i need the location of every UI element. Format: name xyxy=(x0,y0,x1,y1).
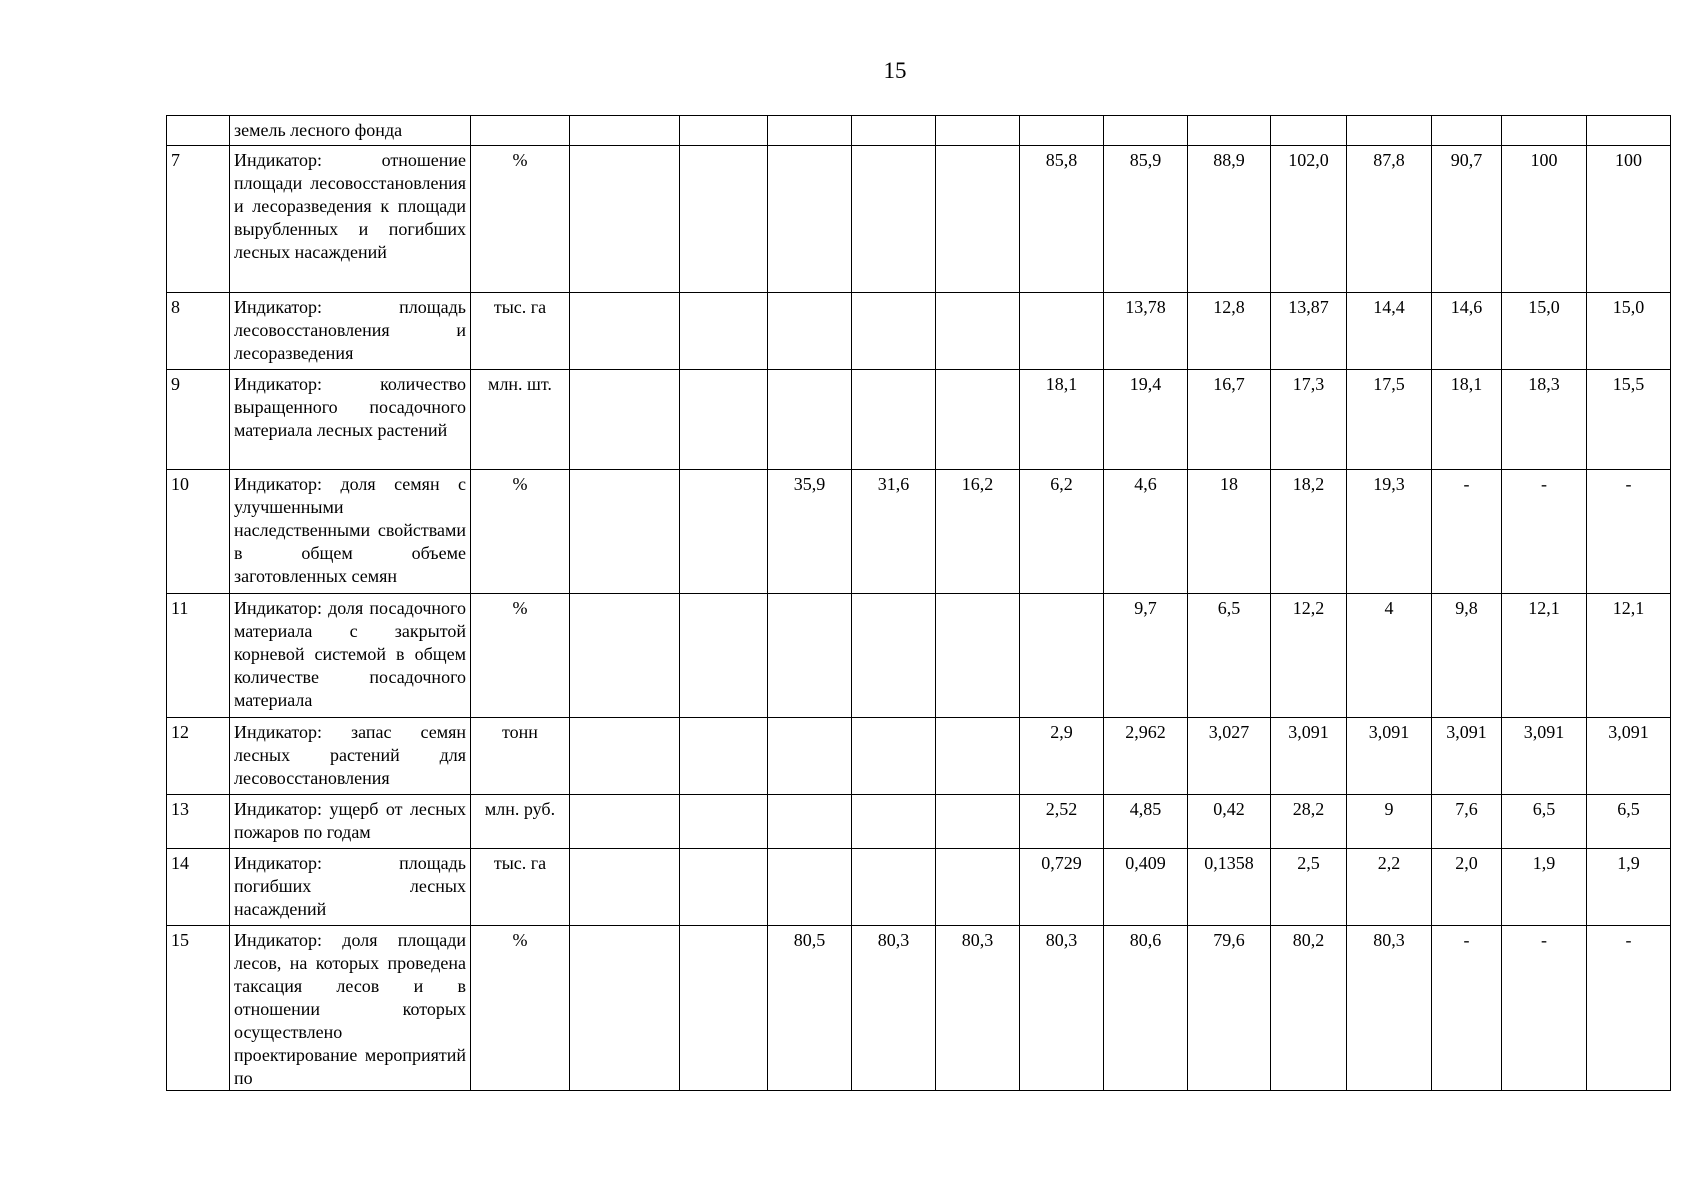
row-number-cell: 13 xyxy=(167,795,230,849)
value-cell: 3,091 xyxy=(1271,718,1347,795)
value-cell xyxy=(936,293,1020,370)
table-row xyxy=(167,146,1671,293)
value-cell: 3,091 xyxy=(1432,718,1502,795)
value-cell: 80,3 xyxy=(1020,926,1104,1091)
value-cell: 90,7 xyxy=(1432,146,1502,293)
value-cell: 4,85 xyxy=(1104,795,1188,849)
indicator-name-cell: Индикатор: площадь погибших лесных насаждений xyxy=(230,849,471,926)
value-cell: 18,1 xyxy=(1432,370,1502,470)
value-cell: 15,0 xyxy=(1502,293,1587,370)
value-cell: 80,3 xyxy=(852,926,936,1091)
value-cell xyxy=(852,293,936,370)
value-cell: 12,8 xyxy=(1188,293,1271,370)
value-cell: 0,1358 xyxy=(1188,849,1271,926)
value-cell xyxy=(1587,116,1671,146)
value-cell xyxy=(768,116,852,146)
value-cell: 14,4 xyxy=(1347,293,1432,370)
unit-cell: % xyxy=(471,926,570,1091)
value-cell xyxy=(852,370,936,470)
row-number-cell xyxy=(167,116,230,146)
value-cell xyxy=(680,116,768,146)
indicator-name-cell: Индикатор: ущерб от лесных пожаров по годам xyxy=(230,795,471,849)
value-cell: 6,5 xyxy=(1587,795,1671,849)
unit-cell: тыс. га xyxy=(471,849,570,926)
value-cell: 80,3 xyxy=(936,926,1020,1091)
value-cell: 80,2 xyxy=(1271,926,1347,1091)
value-cell: 16,2 xyxy=(936,470,1020,594)
value-cell: 12,1 xyxy=(1502,594,1587,718)
value-cell xyxy=(768,146,852,293)
value-cell: 17,3 xyxy=(1271,370,1347,470)
value-cell: 19,3 xyxy=(1347,470,1432,594)
value-cell xyxy=(1020,116,1104,146)
value-cell xyxy=(1188,116,1271,146)
row-number-cell: 11 xyxy=(167,594,230,718)
value-cell: 9 xyxy=(1347,795,1432,849)
value-cell xyxy=(680,594,768,718)
value-cell xyxy=(936,718,1020,795)
unit-cell: % xyxy=(471,470,570,594)
value-cell xyxy=(570,718,680,795)
page-number: 15 xyxy=(883,58,907,83)
table-row xyxy=(167,116,1671,146)
value-cell: 2,0 xyxy=(1432,849,1502,926)
value-cell: 6,5 xyxy=(1502,795,1587,849)
value-cell xyxy=(570,293,680,370)
value-cell: 3,091 xyxy=(1347,718,1432,795)
value-cell xyxy=(570,926,680,1091)
value-cell xyxy=(570,849,680,926)
row-number-cell: 10 xyxy=(167,470,230,594)
row-number-cell: 12 xyxy=(167,718,230,795)
value-cell: 2,962 xyxy=(1104,718,1188,795)
value-cell xyxy=(852,795,936,849)
value-cell: 14,6 xyxy=(1432,293,1502,370)
value-cell xyxy=(1432,116,1502,146)
value-cell: 85,9 xyxy=(1104,146,1188,293)
value-cell: 3,027 xyxy=(1188,718,1271,795)
value-cell: 88,9 xyxy=(1188,146,1271,293)
value-cell: 80,3 xyxy=(1347,926,1432,1091)
value-cell: 7,6 xyxy=(1432,795,1502,849)
value-cell: 4 xyxy=(1347,594,1432,718)
value-cell xyxy=(852,718,936,795)
value-cell xyxy=(1020,594,1104,718)
value-cell xyxy=(1104,116,1188,146)
value-cell xyxy=(680,470,768,594)
value-cell xyxy=(570,470,680,594)
value-cell: 2,5 xyxy=(1271,849,1347,926)
value-cell: 85,8 xyxy=(1020,146,1104,293)
value-cell: 12,1 xyxy=(1587,594,1671,718)
value-cell: 1,9 xyxy=(1502,849,1587,926)
indicator-name-cell: Индикатор: количество выращенного посадочного материала лесных растений xyxy=(230,370,471,470)
value-cell xyxy=(680,370,768,470)
value-cell xyxy=(768,849,852,926)
table-row xyxy=(167,718,1671,795)
value-cell: 102,0 xyxy=(1271,146,1347,293)
table-row xyxy=(167,470,1671,594)
value-cell: 0,729 xyxy=(1020,849,1104,926)
indicator-name-cell: земель лесного фонда xyxy=(230,116,471,146)
value-cell xyxy=(570,146,680,293)
value-cell xyxy=(680,293,768,370)
value-cell: 18,2 xyxy=(1271,470,1347,594)
value-cell xyxy=(852,116,936,146)
table-row xyxy=(167,594,1671,718)
value-cell xyxy=(768,370,852,470)
indicator-name-cell: Индикатор: доля площади лесов, на которых проведена таксация лесов и в отношении которых осуществлено проектирование мероприятий по xyxy=(230,926,471,1091)
value-cell: 3,091 xyxy=(1502,718,1587,795)
value-cell xyxy=(570,116,680,146)
value-cell xyxy=(570,795,680,849)
value-cell xyxy=(680,718,768,795)
value-cell: 2,52 xyxy=(1020,795,1104,849)
value-cell: 0,42 xyxy=(1188,795,1271,849)
unit-cell xyxy=(471,116,570,146)
value-cell xyxy=(852,849,936,926)
value-cell: 80,6 xyxy=(1104,926,1188,1091)
value-cell: 35,9 xyxy=(768,470,852,594)
value-cell: 100 xyxy=(1502,146,1587,293)
table-row xyxy=(167,926,1671,1091)
row-number-cell: 7 xyxy=(167,146,230,293)
value-cell: 16,7 xyxy=(1188,370,1271,470)
value-cell xyxy=(768,594,852,718)
value-cell xyxy=(936,594,1020,718)
value-cell: - xyxy=(1587,470,1671,594)
value-cell xyxy=(1020,293,1104,370)
value-cell: - xyxy=(1502,470,1587,594)
value-cell xyxy=(936,370,1020,470)
value-cell xyxy=(1271,116,1347,146)
value-cell xyxy=(768,795,852,849)
table-row xyxy=(167,370,1671,470)
value-cell: 2,2 xyxy=(1347,849,1432,926)
value-cell xyxy=(570,594,680,718)
value-cell: 31,6 xyxy=(852,470,936,594)
value-cell xyxy=(852,146,936,293)
value-cell: 4,6 xyxy=(1104,470,1188,594)
table-row xyxy=(167,849,1671,926)
value-cell: 17,5 xyxy=(1347,370,1432,470)
unit-cell: % xyxy=(471,146,570,293)
value-cell: 9,7 xyxy=(1104,594,1188,718)
indicator-name-cell: Индикатор: доля семян с улучшенными наследственными свойствами в общем объеме заготовленных семян xyxy=(230,470,471,594)
value-cell: 87,8 xyxy=(1347,146,1432,293)
value-cell: 0,409 xyxy=(1104,849,1188,926)
value-cell xyxy=(768,293,852,370)
unit-cell: тыс. га xyxy=(471,293,570,370)
row-number-cell: 15 xyxy=(167,926,230,1091)
indicator-name-cell: Индикатор: отношение площади лесовосстановления и лесоразведения к площади вырубленных и погибших лесных насаждений xyxy=(230,146,471,293)
value-cell xyxy=(680,795,768,849)
value-cell: 18,1 xyxy=(1020,370,1104,470)
indicator-name-cell: Индикатор: доля посадочного материала с закрытой корневой системой в общем количестве посадочного материала xyxy=(230,594,471,718)
value-cell: 15,0 xyxy=(1587,293,1671,370)
row-number-cell: 9 xyxy=(167,370,230,470)
value-cell: - xyxy=(1502,926,1587,1091)
value-cell: 13,78 xyxy=(1104,293,1188,370)
value-cell: 1,9 xyxy=(1587,849,1671,926)
value-cell: 9,8 xyxy=(1432,594,1502,718)
value-cell xyxy=(852,594,936,718)
value-cell xyxy=(768,718,852,795)
value-cell xyxy=(680,146,768,293)
value-cell: 79,6 xyxy=(1188,926,1271,1091)
indicators-table xyxy=(166,115,1671,1091)
value-cell: 100 xyxy=(1587,146,1671,293)
value-cell: 2,9 xyxy=(1020,718,1104,795)
value-cell: - xyxy=(1432,470,1502,594)
value-cell xyxy=(936,849,1020,926)
value-cell xyxy=(1502,116,1587,146)
value-cell xyxy=(680,849,768,926)
value-cell xyxy=(936,116,1020,146)
indicator-name-cell: Индикатор: запас семян лесных растений для лесовосстановления xyxy=(230,718,471,795)
value-cell xyxy=(680,926,768,1091)
value-cell: 6,5 xyxy=(1188,594,1271,718)
value-cell xyxy=(936,146,1020,293)
value-cell: 15,5 xyxy=(1587,370,1671,470)
value-cell: 28,2 xyxy=(1271,795,1347,849)
value-cell: 18 xyxy=(1188,470,1271,594)
table-row xyxy=(167,293,1671,370)
indicator-name-cell: Индикатор: площадь лесовосстановления и лесоразведения xyxy=(230,293,471,370)
row-number-cell: 8 xyxy=(167,293,230,370)
value-cell xyxy=(936,795,1020,849)
unit-cell: млн. руб. xyxy=(471,795,570,849)
value-cell: 18,3 xyxy=(1502,370,1587,470)
value-cell: 6,2 xyxy=(1020,470,1104,594)
value-cell: - xyxy=(1587,926,1671,1091)
value-cell: 19,4 xyxy=(1104,370,1188,470)
value-cell xyxy=(570,370,680,470)
unit-cell: млн. шт. xyxy=(471,370,570,470)
value-cell: 13,87 xyxy=(1271,293,1347,370)
value-cell: 80,5 xyxy=(768,926,852,1091)
value-cell: 12,2 xyxy=(1271,594,1347,718)
row-number-cell: 14 xyxy=(167,849,230,926)
value-cell: 3,091 xyxy=(1587,718,1671,795)
value-cell: - xyxy=(1432,926,1502,1091)
table-row xyxy=(167,795,1671,849)
unit-cell: % xyxy=(471,594,570,718)
value-cell xyxy=(1347,116,1432,146)
unit-cell: тонн xyxy=(471,718,570,795)
